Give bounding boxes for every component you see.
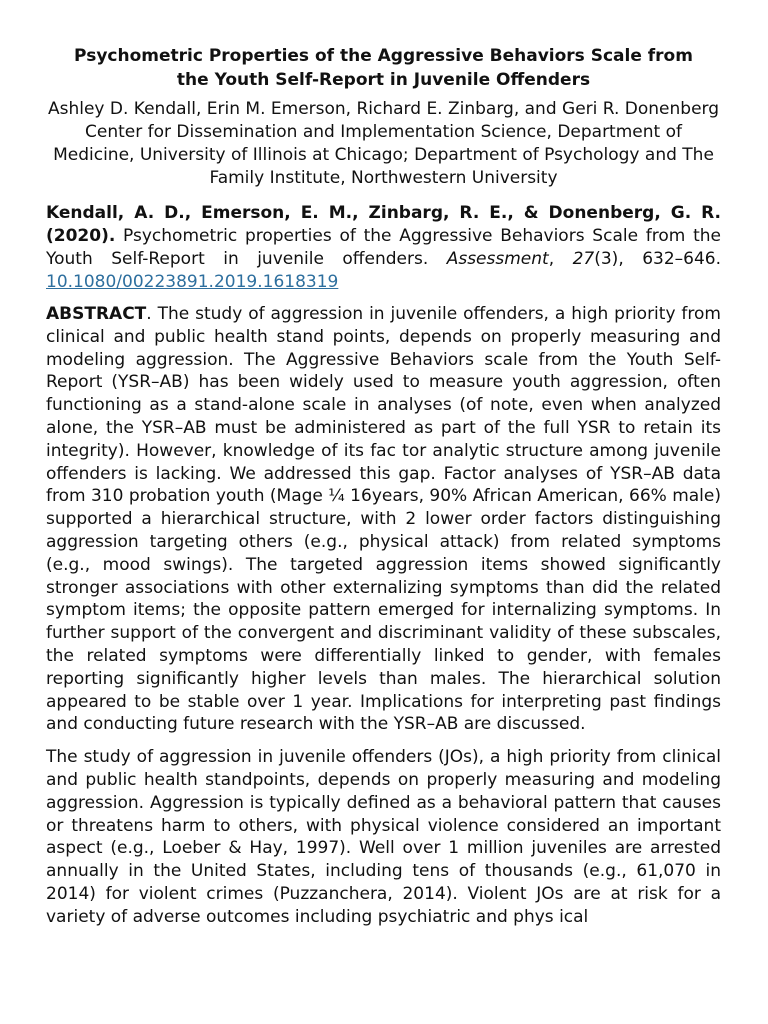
intro-paragraph: The study of aggression in juvenile offenders (JOs), a high priority from clinical and public health standpoints, depends on properly measuring and modeling aggression. Aggression is typically defined as a behavioral pattern that causes or threatens harm to others, with physical violence considered an important aspect (e.g., Loeber & Hay, 1997). Well over 1 million juveniles are arrested annually in the United States, including tens of thousands (e.g., 61,070 in 2014) for violent crimes (Puzzanchera, 2014). Violent JOs are at risk for a variety of adverse outcomes including psychiatric and phys ical bbox=[46, 747, 721, 927]
citation-authors-year: Kendall, A. D., Emerson, E. M., Zinbarg, R. E., & Donenberg, G. R. (2020). bbox=[46, 203, 721, 246]
citation-article-title: Psychometric properties of the Aggressive Behaviors Scale from the Youth Self-Report in juvenile offenders. bbox=[46, 226, 721, 269]
affiliation: Center for Dissemination and Implementation Science, Department of Medicine, University of Illinois at Chicago; Department of Psychology and The Family Institute, Northwestern University bbox=[53, 122, 714, 188]
citation-issue-pages: (3), 632–646. bbox=[594, 249, 721, 269]
citation-journal: Assessment bbox=[446, 249, 549, 269]
abstract-text: . The study of aggression in juvenile offenders, a high priority from clinical and public health stand points, depends on properly measuring and modeling aggression. The Aggressive Behaviors scale from the Youth Self-Report (YSR–AB) has been widely used to measure youth aggression, often functioning as a stand-alone scale in analyses (of note, even when analyzed alone, the YSR–AB must be administered as part of the full YSR to retain its integrity). However, knowledge of its fac tor analytic structure among juvenile offenders is lacking. We addressed this gap. Factor analyses of YSR–AB data from 310 probation youth (Mage ¼ 16years, 90% African American, 66% male) supported a hierarchical structure, with 2 lower order factors distinguishing aggression targeting others (e.g., physical attack) from related symptoms (e.g., mood swings). The targeted aggression items showed significantly stronger associations with other externalizing symptoms than did the related symptom items; the opposite pattern emerged for internalizing symptoms. In further support of the convergent and discriminant validity of these subscales, the related symptoms were differentially linked to gender, with females reporting significantly higher levels than males. The hierarchical solution appeared to be stable over 1 year. Implications for interpreting past findings and conducting future research with the YSR–AB are discussed. bbox=[46, 304, 721, 735]
citation bbox=[46, 202, 721, 294]
abstract-label: ABSTRACT bbox=[46, 304, 147, 324]
document-page bbox=[46, 44, 721, 939]
paper-title: Psychometric Properties of the Aggressive Behaviors Scale from the Youth Self-Report in Juvenile Offenders bbox=[74, 46, 693, 90]
citation-volume: 27 bbox=[572, 249, 595, 269]
doi-link[interactable]: 10.1080/00223891.2019.1618319 bbox=[46, 272, 339, 292]
citation-separator: , bbox=[548, 249, 573, 269]
abstract-paragraph bbox=[46, 303, 721, 736]
author-list: Ashley D. Kendall, Erin M. Emerson, Richard E. Zinbarg, and Geri R. Donenberg bbox=[47, 99, 720, 119]
